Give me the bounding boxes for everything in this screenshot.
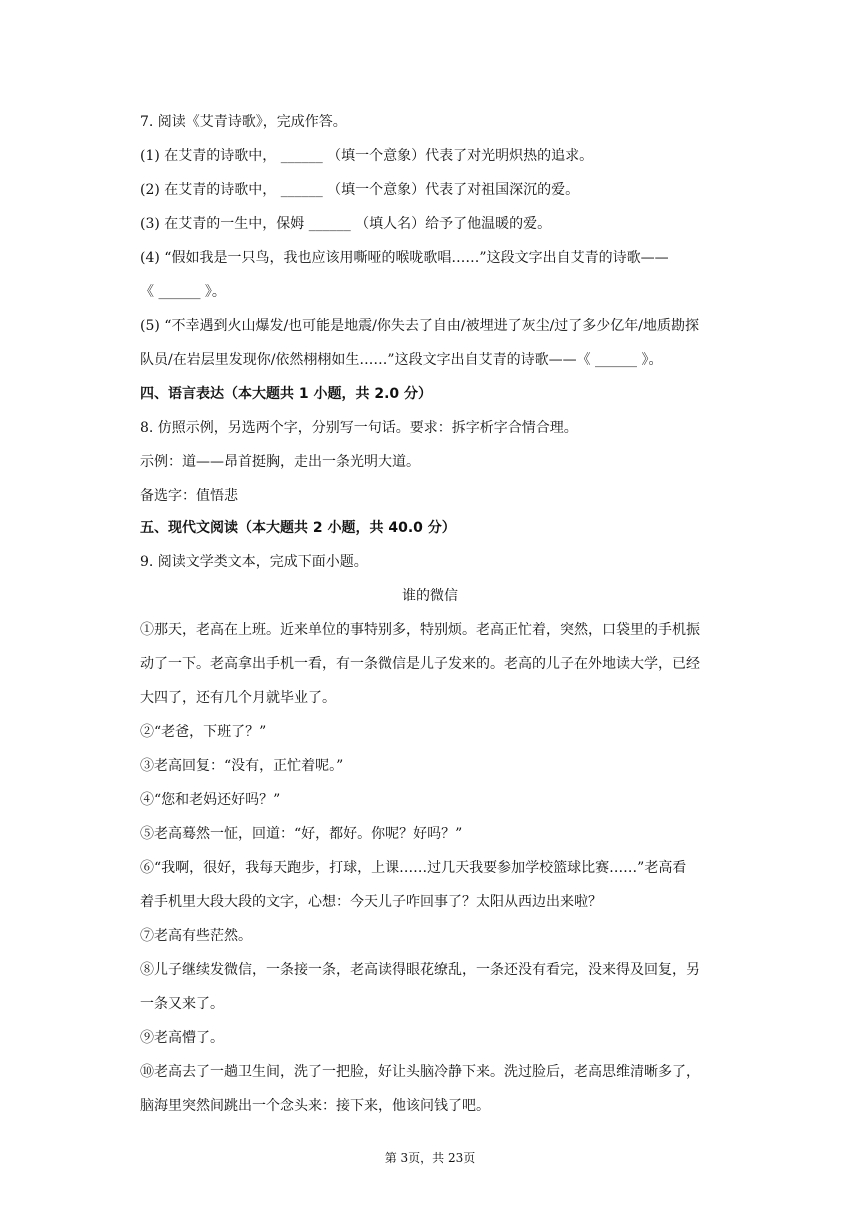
passage-para8-line2: 一条又来了。 — [140, 996, 224, 1012]
passage-title: 谁的微信 — [402, 588, 458, 604]
q7-part3: (3) 在艾青的一生中，保姆 ______ （填人名）给予了他温暖的爱。 — [140, 216, 552, 232]
section-5-heading: 五、现代文阅读（本大题共 2 小题，共 40.0 分） — [140, 520, 456, 536]
q7-part5-line1: (5) “不幸遇到火山爆发/也可能是地震/你失去了自由/被埋进了灰尘/过了多少亿年/地质勘探 — [140, 318, 700, 334]
passage-para1-line2: 动了一下。老高拿出手机一看，有一条微信是儿子发来的。老高的儿子在外地读大学，已经 — [140, 656, 700, 672]
q7-part2: (2) 在艾青的诗歌中， ______ （填一个意象）代表了对祖国深沉的爱。 — [140, 182, 580, 198]
passage-para9: ⑨老高懵了。 — [140, 1030, 224, 1046]
passage-para1-line3: 大四了，还有几个月就毕业了。 — [140, 690, 336, 706]
q8-example: 示例：道——昂首挺胸，走出一条光明大道。 — [140, 454, 420, 470]
passage-para6-line1: ⑥“我啊，很好，我每天跑步，打球，上课……过几天我要参加学校篮球比赛……”老高看 — [140, 860, 687, 876]
passage-para6-line2: 着手机里大段大段的文字，心想：今天儿子咋回事了？太阳从西边出来啦？ — [140, 894, 602, 910]
q8-stem: 8. 仿照示例，另选两个字，分别写一句话。要求：拆字析字合情合理。 — [140, 420, 578, 436]
passage-para4: ④“您和老妈还好吗？” — [140, 792, 281, 808]
q7-part5-line2: 队员/在岩层里发现你/依然栩栩如生……”这段文字出自艾青的诗歌——《 ______ 》。 — [140, 352, 663, 368]
passage-para1-line1: ①那天，老高在上班。近来单位的事特别多，特别烦。老高正忙着，突然，口袋里的手机振 — [140, 622, 700, 638]
q7-part4-line1: (4) “假如我是一只鸟，我也应该用嘶哑的喉咙歌唱……”这段文字出自艾青的诗歌—— — [140, 250, 669, 266]
page-footer: 第 3页，共 23页 — [384, 1151, 476, 1165]
passage-para8-line1: ⑧儿子继续发微信，一条接一条，老高读得眼花缭乱，一条还没有看完，没来得及回复，另 — [140, 962, 700, 978]
q8-choices: 备选字：值悟悲 — [140, 488, 238, 504]
passage-para3: ③老高回复：“没有，正忙着呢。” — [140, 758, 344, 774]
q7-part1: (1) 在艾青的诗歌中， ______ （填一个意象）代表了对光明炽热的追求。 — [140, 148, 594, 164]
section-4-heading: 四、语言表达（本大题共 1 小题，共 2.0 分） — [140, 386, 433, 402]
passage-para10-line2: 脑海里突然间跳出一个念头来：接下来，他该问钱了吧。 — [140, 1098, 490, 1114]
passage-para10-line1: ⑩老高去了一趟卫生间，洗了一把脸，好让头脑冷静下来。洗过脸后，老高思维清晰多了， — [140, 1064, 700, 1080]
passage-para5: ⑤老高蓦然一怔，回道：“好，都好。你呢？好吗？” — [140, 826, 463, 842]
q7-part4-line2: 《 ______ 》。 — [140, 284, 226, 300]
passage-para7: ⑦老高有些茫然。 — [140, 928, 252, 944]
q9-stem: 9. 阅读文学类文本，完成下面小题。 — [140, 554, 368, 570]
passage-para2: ②“老爸，下班了？” — [140, 724, 267, 740]
q7-stem: 7. 阅读《艾青诗歌》，完成作答。 — [140, 114, 347, 130]
